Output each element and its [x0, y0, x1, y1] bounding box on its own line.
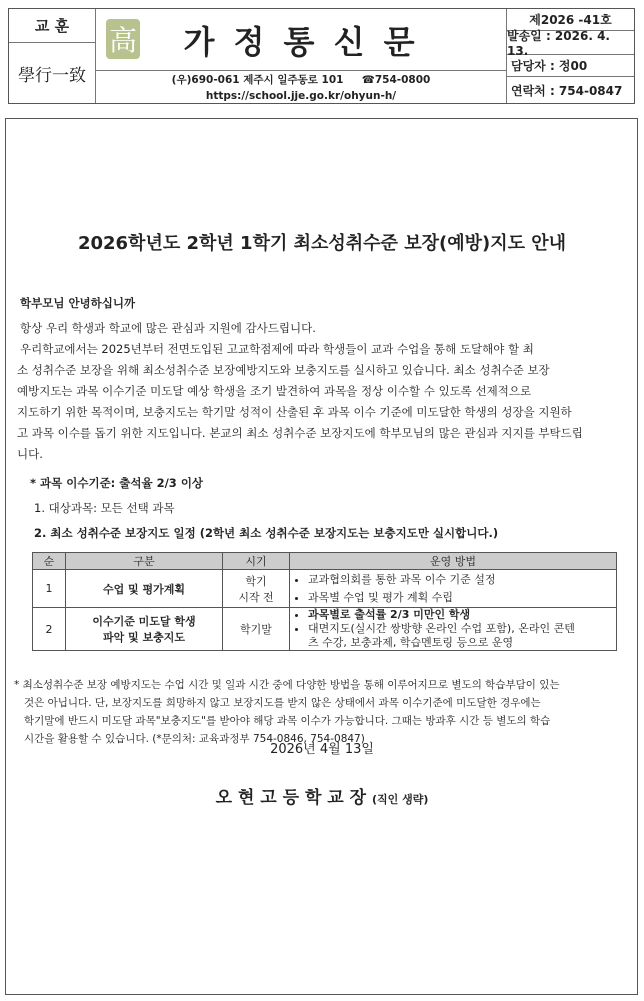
- method-item: • 과목별로 출석률 2/3 미만인 학생: [308, 608, 612, 622]
- category-line: 파악 및 보충지도: [102, 631, 186, 644]
- address: (우)690-061 제주시 일주동로 101: [171, 74, 344, 86]
- header-time: 시기: [223, 553, 290, 570]
- manager: 담당자 : 정00: [506, 55, 634, 77]
- greeting: 학부모님 안녕하십니까: [20, 296, 136, 310]
- time-line: 시작 전: [238, 590, 274, 604]
- method-item: • 교과협의회를 통한 과목 이수 기준 설정: [308, 571, 612, 589]
- newsletter-header: [8, 8, 635, 104]
- paragraph-line: 항상 우리 학생과 학교에 많은 관심과 지원에 감사드립니다.: [20, 321, 316, 335]
- school-url[interactable]: https://school.jje.go.kr/ohyun-h/: [205, 90, 397, 102]
- row-no: 1: [33, 570, 66, 608]
- paragraph-line: 예방지도는 과목 이수기준 미도달 예상 학생을 조기 발견하여 과목을 정상 이수할 수 있도록 선제적으로: [17, 384, 532, 398]
- schedule-table: [32, 552, 617, 651]
- signer-name: 오 현 고 등 학 교 장: [215, 788, 367, 808]
- school-logo: 高: [106, 19, 140, 59]
- row-category: [66, 608, 223, 651]
- phone: ☎754-0800: [361, 74, 431, 86]
- note-line: 것은 아닙니다. 단, 보장지도를 희망하지 않고 보장지도를 받지 않은 상태에서 과목 이수기준에 미도달한 경우에는: [24, 697, 541, 709]
- motto: 學行一致: [9, 43, 96, 103]
- newsletter-title: 가 정 통 신 문: [183, 22, 419, 61]
- contact: 연락처 : 754-0847: [506, 77, 634, 103]
- signer-note: (직인 생략): [372, 793, 429, 806]
- motto-label: 교 훈: [9, 9, 96, 43]
- header-method: 운영 방법: [290, 553, 617, 570]
- method-item: • 과목별 수업 및 평가 계획 수립: [308, 589, 612, 607]
- table-row: [33, 608, 617, 651]
- time-line: 학기: [245, 574, 267, 588]
- criteria: * 과목 이수기준: 출석율 2/3 이상: [30, 476, 204, 490]
- paragraph-line: 니다.: [17, 447, 43, 461]
- category-line: 이수기준 미도달 학생: [92, 615, 196, 628]
- note-line: 학기말에 반드시 미도달 과목"보충지도"를 받아야 해당 과목 이수가 가능합니다. 그때는 방과후 시간 등 별도의 학습: [24, 715, 551, 727]
- paragraph-line: 우리학교에서는 2025년부터 전면도입된 고교학점제에 따라 학생들이 교과 수업을 통해 도달해야 할 최: [20, 342, 534, 356]
- note-line: * 최소성취수준 보장 예방지도는 수업 시간 및 일과 시간 중에 다양한 방법을 통해 이루어지므로 별도의 학습부담이 있는: [14, 679, 560, 691]
- row-time: [223, 570, 290, 608]
- paragraph-line: 지도하기 위한 목적이며, 보충지도는 학기말 성적이 산출된 후 과목 이수 기준에 미도달한 학생의 성장을 지원하: [17, 405, 572, 419]
- header-category: 구분: [66, 553, 223, 570]
- item-target: 1. 대상과목: 모든 선택 과목: [34, 501, 175, 515]
- signer: [0, 790, 644, 807]
- method-item: • 대면지도(실시간 쌍방향 온라인 수업 포함), 온라인 콘텐 츠 수강, 보충과제, 학습멘토링 등으로 운영: [308, 622, 612, 650]
- note-line: 시간을 활용할 수 있습니다. (*문의처: 교육과정부 754-0846, 754-0847): [24, 733, 365, 745]
- paragraph-line: 소 성취수준 보장을 위해 최소성취수준 보장예방지도와 보충지도를 실시하고 있습니다. 최소 성취수준 보장: [17, 363, 550, 377]
- item-schedule: 2. 최소 성취수준 보장지도 일정 (2학년 최소 성취수준 보장지도는 보충지도만 실시합니다.): [34, 526, 499, 540]
- header-no: 순: [33, 553, 66, 570]
- row-no: 2: [33, 608, 66, 651]
- send-date: 발송일 : 2026. 4. 13.: [506, 31, 634, 55]
- row-category: 수업 및 평가계획: [66, 570, 223, 608]
- document-title: 2026학년도 2학년 1학기 최소성취수준 보장(예방)지도 안내: [77, 233, 567, 254]
- issue-number: 제2026 -41호: [506, 9, 634, 31]
- table-row: [33, 570, 617, 608]
- row-time: 학기말: [223, 608, 290, 651]
- document-date: 2026년 4월 13일: [270, 742, 374, 757]
- paragraph-line: 고 과목 이수를 돕기 위한 지도입니다. 본교의 최소 성취수준 보장지도에 학부모님의 많은 관심과 지지를 부탁드립: [17, 426, 583, 440]
